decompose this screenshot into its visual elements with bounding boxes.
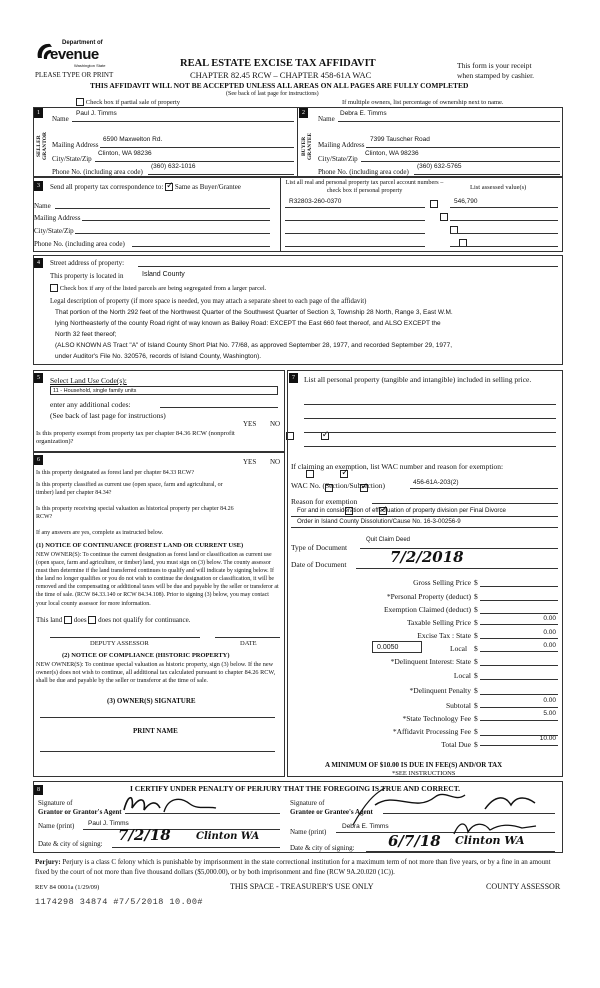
excise-state-field[interactable]: 0.00	[480, 629, 558, 639]
value-4-field[interactable]	[450, 237, 558, 247]
excise-currency: $	[474, 631, 478, 640]
notice1-body: NEW OWNER(S): To continue the current designation as forest land or classification as current use (open space, farm and agriculture, or timber) land, you must sign on (3) below. The county assessor must then determine if the land transferred continues to qualify and will indicate by signing below. If the land no longer qualifies or you do not wish to continue the designation or classification, it will be removed and the compensating or additional taxes will be due and payable by the seller or transferor at the time of sale. (RCW 84.33.140 or RCW 84.34.108). Prior to signing (3) below, you may contact your local county assessor for more information.	[36, 552, 279, 607]
continuance-row	[36, 616, 190, 624]
legal-line-1: That portion of the North 292 feet of the Northwest Quarter of the Southwest Quarter of Section 3, Township 28 North, Range 3, East W.M.	[55, 309, 453, 316]
personal-property-label: List all personal property (tangible and intangible) included in selling price.	[304, 375, 532, 384]
partial-sale-row	[76, 98, 180, 106]
this-land-label: This land	[36, 616, 63, 624]
legal-line-4: (ALSO KNOWN AS Tract "A" of Island County Short Plat No. 77/68, as approved September 28, 1977, and recorded September 29, 1977,	[55, 342, 453, 349]
section-1-number: 1	[34, 108, 43, 118]
s3-phone-label: Phone No. (including area code)	[34, 240, 125, 248]
s3-name-field[interactable]	[55, 200, 270, 209]
total-due-label: Total Due	[441, 740, 471, 749]
additional-codes-field[interactable]	[160, 399, 278, 408]
street-label: Street address of property:	[50, 259, 125, 267]
s3-addr-field[interactable]	[82, 212, 270, 221]
exemption-currency: $	[474, 605, 478, 614]
minimum-note: A MINIMUM OF $10.00 IS DUE IN FEE(S) AND/OR TAX	[325, 761, 503, 769]
segregated-checkbox[interactable]	[50, 284, 58, 292]
parcel-2-field[interactable]	[285, 211, 425, 221]
personal-property-line-3[interactable]	[304, 425, 556, 433]
seller-city-field[interactable]: Clinton, WA 98236	[95, 150, 294, 162]
logo	[34, 38, 124, 68]
seller-name-label: Name	[52, 115, 69, 123]
date-label: DATE	[240, 640, 257, 647]
perjury-body: Perjury is a class C felony which is punishable by imprisonment in the state correctional institution for a maximum term of not more than five years, or by a fine in an amount fixed by the court of not more than five thousand dollars ($5,000.00), or by both imprisonment and fine (RCW 9A.20.020 (1C)).	[35, 858, 551, 876]
parcel-header: List all real and personal property tax parcel account numbers – check box if personal property	[285, 179, 444, 194]
section-3-number: 3	[34, 181, 43, 191]
cashier-stamp: 1174298 34874 #7/5/2018 10.00#	[35, 897, 204, 907]
certify-statement: I CERTIFY UNDER PENALTY OF PERJURY THAT THE FOREGOING IS TRUE AND CORRECT.	[130, 784, 461, 793]
personal-deduct-label: *Personal Property (deduct)	[386, 592, 471, 601]
tech-currency: $	[474, 714, 478, 723]
reason-label: Reason for exemption	[291, 497, 358, 506]
owner-signature-line[interactable]	[40, 708, 275, 718]
deputy-sign-line[interactable]	[50, 630, 200, 638]
treasurer-note: THIS SPACE - TREASURER'S USE ONLY	[230, 882, 374, 891]
delinquent-interest-label: *Delinquent Interest: State	[390, 657, 471, 666]
instructions-note: (See back of last page for instructions)	[226, 91, 319, 97]
subtotal-currency: $	[474, 701, 478, 710]
doc-date-label: Date of Document	[291, 560, 347, 569]
grantor-date-value: 7/2/18	[118, 826, 171, 844]
section-8-number: 8	[34, 785, 43, 795]
exempt-question: Is this property exempt from property tax per chapter 84.36 RCW (nonprofit organization)?	[36, 430, 235, 445]
grantee-name-field[interactable]: Debra E. Timms	[336, 823, 555, 833]
gross-currency: $	[474, 578, 478, 587]
legal-line-5: under Auditor's File No. 320576, records of Island County, Washington).	[55, 353, 262, 360]
seller-city-label: City/State/Zip	[52, 155, 92, 163]
exemption-deduct-field[interactable]	[480, 604, 558, 614]
notice2-body: NEW OWNER(S): To continue special valuation as historic property, sign (3) below. If the new owner(s) does not wish to continue, all additional tax calculated pursuant to chapter 84.26 RCW, shall be due and payable by the seller or transferor at the time of sale.	[36, 661, 276, 684]
county-value: Island County	[142, 271, 185, 278]
affidavit-fee-label: *Affidavit Processing Fee	[392, 727, 471, 736]
delinquent-int-currency: $	[474, 657, 478, 666]
logo-state: Washington State	[74, 63, 106, 68]
delinquent-local-currency: $	[474, 671, 478, 680]
personal-property-line-2[interactable]	[304, 411, 556, 419]
delinquent-local-label: Local	[453, 671, 471, 680]
parcel-2-personal-checkbox[interactable]	[440, 213, 448, 221]
land-use-label: Select Land Use Code(s):	[50, 376, 127, 385]
does-label: does	[73, 616, 87, 624]
gross-label: Gross Selling Price	[413, 578, 471, 587]
seller-addr-label: Mailing Address	[52, 141, 99, 149]
personal-deduct-field[interactable]	[480, 591, 558, 601]
seller-addr-field[interactable]: 6590 Maxwelton Rd.	[100, 136, 294, 148]
rev-number: REV 84 0001a (1/29/09)	[35, 884, 100, 891]
personal-property-line-4[interactable]	[304, 439, 556, 447]
does-checkbox[interactable]	[64, 616, 72, 624]
s6-no-header: NO	[270, 458, 281, 466]
gross-field[interactable]	[480, 577, 558, 587]
buyer-phone-field[interactable]: (360) 632-5765	[414, 163, 560, 175]
print-name-line[interactable]	[40, 742, 275, 752]
partial-sale-label: Check box if partial sale of property	[85, 99, 180, 106]
see-back-note: (See back of last page for instructions)	[50, 411, 166, 420]
segregated-label: Check box if any of the listed parcels are being segregated from a larger parcel.	[59, 285, 267, 292]
exemption-claim-label: If claiming an exemption, list WAC number and reason for exemption:	[291, 462, 504, 471]
buyer-city-label: City/State/Zip	[318, 155, 358, 163]
same-as-buyer-checkbox[interactable]	[165, 183, 173, 191]
county-assessor-note: COUNTY ASSESSOR	[486, 882, 561, 891]
buyer-addr-label: Mailing Address	[318, 141, 365, 149]
grantor-name-label: Name (print)	[38, 822, 75, 830]
current-use-question: Is this property classified as current use (open space, farm and agricultural, or timber) land per chapter 84.34?	[36, 482, 223, 496]
value-1-field[interactable]: 546,790	[450, 198, 558, 208]
excise-local-field[interactable]: 0.00	[480, 642, 558, 652]
s5-no-header: NO	[270, 420, 281, 428]
local-label: Local	[450, 644, 468, 653]
grantor-date-label: Date & city of signing:	[38, 840, 103, 848]
buyer-name-label: Name	[318, 115, 335, 123]
additional-codes-label: enter any additional codes:	[50, 400, 131, 409]
s3-name-label: Name	[34, 202, 51, 210]
deputy-label: DEPUTY ASSESSOR	[90, 640, 149, 647]
grantor-sig-label-1: Signature of	[38, 799, 73, 807]
deputy-date-line[interactable]	[215, 630, 280, 638]
receipt-note-2: when stamped by cashier.	[457, 71, 535, 80]
print-note: PLEASE TYPE OR PRINT	[35, 71, 114, 79]
perjury-notice	[35, 858, 565, 877]
s5-yes-header: YES	[243, 420, 257, 428]
parcel-1-field[interactable]: R32803-260-0370	[285, 198, 425, 208]
grantee-date-label: Date & city of signing:	[290, 844, 355, 852]
doc-type-field[interactable]: Quit Claim Deed	[360, 537, 558, 549]
buyer-name-field[interactable]: Debra E. Timms	[338, 110, 560, 122]
parcel-3-field[interactable]	[285, 224, 425, 234]
warning: THIS AFFIDAVIT WILL NOT BE ACCEPTED UNLESS ALL AREAS ON ALL PAGES ARE FULLY COMPLETED	[90, 81, 469, 90]
section-7-number: 7	[289, 373, 298, 383]
grantee-sig-label-1: Signature of	[290, 799, 325, 807]
s3-city-field[interactable]	[75, 225, 270, 234]
same-as-label: Same as Buyer/Grantee	[174, 183, 241, 191]
technology-fee-label: *State Technology Fee	[402, 714, 471, 723]
page-title: REAL ESTATE EXCISE TAX AFFIDAVIT	[180, 58, 376, 69]
print-name-label: PRINT NAME	[133, 727, 178, 735]
perjury-title: Perjury:	[35, 858, 61, 866]
seller-side-label: SELLER GRANTOR	[36, 132, 48, 161]
parcel-4-field[interactable]	[285, 237, 425, 247]
value-2-field[interactable]	[450, 211, 558, 221]
section-2-number: 2	[299, 108, 308, 118]
wac-label: WAC No. (Section/Subsection)	[291, 481, 385, 490]
logo-dept: Department of	[62, 40, 103, 46]
delinquent-penalty-label: *Delinquent Penalty	[409, 686, 471, 695]
local-rate-box: 0.0050	[372, 641, 422, 653]
reason-line-0[interactable]	[372, 495, 558, 504]
section-5-number: 5	[34, 373, 43, 383]
grantor-sig-label-2: Grantor or Grantor's Agent	[38, 808, 122, 816]
legal-line-3: North 32 feet thereof;	[55, 331, 117, 338]
grantee-city-value: Clinton WA	[455, 834, 525, 847]
subtotal-label: Subtotal	[445, 701, 471, 710]
seller-phone-label: Phone No. (including area code)	[52, 168, 143, 176]
exemption-deduct-label: Exemption Claimed (deduct)	[383, 605, 471, 614]
receipt-note-1: This form is your receipt	[457, 61, 532, 70]
does-not-label: does not	[98, 616, 122, 624]
s3-addr-label: Mailing Address	[34, 214, 81, 222]
buyer-phone-label: Phone No. (including area code)	[318, 168, 409, 176]
divider	[297, 107, 298, 177]
delinquent-penalty-field[interactable]	[480, 685, 558, 695]
s3-phone-field[interactable]	[132, 238, 270, 247]
forest-question: Is this property designated as forest land per chapter 84.33 RCW?	[36, 470, 195, 476]
technology-fee-field[interactable]: 5.00	[480, 710, 558, 721]
reason-line-1[interactable]: For and in consideration of effectuation of property division per Final Divorce	[291, 507, 558, 517]
personal-property-line-1[interactable]	[304, 397, 556, 405]
grantee-name-label: Name (print)	[290, 828, 327, 836]
seller-name-field[interactable]: Paul J. Timms	[72, 110, 294, 122]
divider	[280, 177, 281, 252]
grantor-city-value: Clinton WA	[196, 831, 260, 842]
multiple-owners-note: If multiple owners, list percentage of ownership next to name.	[342, 99, 504, 106]
taxable-label: Taxable Selling Price	[406, 618, 471, 627]
legal-label: Legal description of property (if more space is needed, you may attach a separate sheet to each page of the affidavit)	[50, 298, 367, 305]
taxable-field[interactable]: 0.00	[480, 615, 558, 625]
grantor-signature-icon	[120, 790, 230, 818]
grantee-sig-label-2: Grantee or Grantee's Agent	[290, 808, 373, 816]
total-currency: $	[474, 740, 478, 749]
located-label: This property is located in	[50, 272, 124, 280]
affidavit-currency: $	[474, 727, 478, 736]
value-3-field[interactable]	[450, 224, 558, 234]
chapter: CHAPTER 82.45 RCW – CHAPTER 458-61A WAC	[190, 70, 372, 80]
street-field[interactable]	[138, 257, 558, 267]
doc-type-label: Type of Document	[291, 543, 348, 552]
wac-field[interactable]: 456-61A-203(2)	[410, 479, 558, 489]
s6-yes-header: YES	[243, 458, 257, 466]
logo-word: evenue	[50, 46, 99, 63]
penalty-currency: $	[474, 686, 478, 695]
section-6-number: 6	[34, 455, 43, 465]
buyer-side-label: BUYER GRANTEE	[301, 132, 313, 160]
notice2-title: (2) NOTICE OF COMPLIANCE (HISTORIC PROPERTY)	[62, 652, 230, 659]
reason-line-2[interactable]: Order in Island County Dissolution/Cause No. 16-3-00256-9	[291, 518, 558, 528]
total-due-field[interactable]: 10.00	[480, 735, 558, 746]
send-label: Send all property tax correspondence to:	[50, 183, 164, 191]
if-yes-note: If any answers are yes, complete as instructed below.	[36, 530, 164, 536]
delinquent-local-field[interactable]	[480, 670, 558, 680]
see-instructions-note: *SEE INSTRUCTIONS	[392, 770, 456, 777]
local-currency: $	[474, 644, 478, 653]
section-4-number: 4	[34, 258, 43, 268]
personal-currency: $	[474, 592, 478, 601]
grantor-name-field[interactable]: Paul J. Timms	[83, 820, 280, 830]
legal-line-2: lying Northeasterly of the county Road right of way known as Bailey Road: EXCEPT the East 660 feet thereof, and ALSO EXCEPT the	[55, 320, 441, 327]
assessed-header: List assessed value(s)	[470, 184, 527, 191]
taxable-currency: $	[474, 618, 478, 627]
send-correspondence-row	[50, 183, 241, 191]
excise-state-label: Excise Tax : State	[417, 631, 471, 640]
s3-city-label: City/State/Zip	[34, 227, 74, 235]
partial-sale-checkbox[interactable]	[76, 98, 84, 106]
seller-phone-field[interactable]: (360) 632-1016	[148, 163, 294, 175]
buyer-addr-field[interactable]: 7399 Tauscher Road	[366, 136, 560, 148]
notice1-title: (1) NOTICE OF CONTINUANCE (FOREST LAND OR CURRENT USE)	[36, 542, 244, 549]
qualify-label: qualify for continuance.	[123, 616, 191, 624]
does-not-checkbox[interactable]	[88, 616, 96, 624]
grantee-date-value: 6/7/18	[388, 832, 441, 850]
historic-question: Is this property receiving special valuation as historical property per chapter 84.26 RCW?	[36, 506, 234, 520]
segregated-row	[50, 284, 266, 292]
doc-date-field[interactable]: 7/2/2018	[356, 548, 558, 569]
land-use-select[interactable]: 11 - Household, single family units	[50, 386, 278, 395]
buyer-city-field[interactable]: Clinton, WA 98236	[361, 150, 560, 162]
delinquent-interest-field[interactable]	[480, 656, 558, 666]
subtotal-field[interactable]: 0.00	[480, 697, 558, 708]
parcel-1-personal-checkbox[interactable]	[430, 200, 438, 208]
owner-signature-label: (3) OWNER(S) SIGNATURE	[107, 697, 196, 705]
